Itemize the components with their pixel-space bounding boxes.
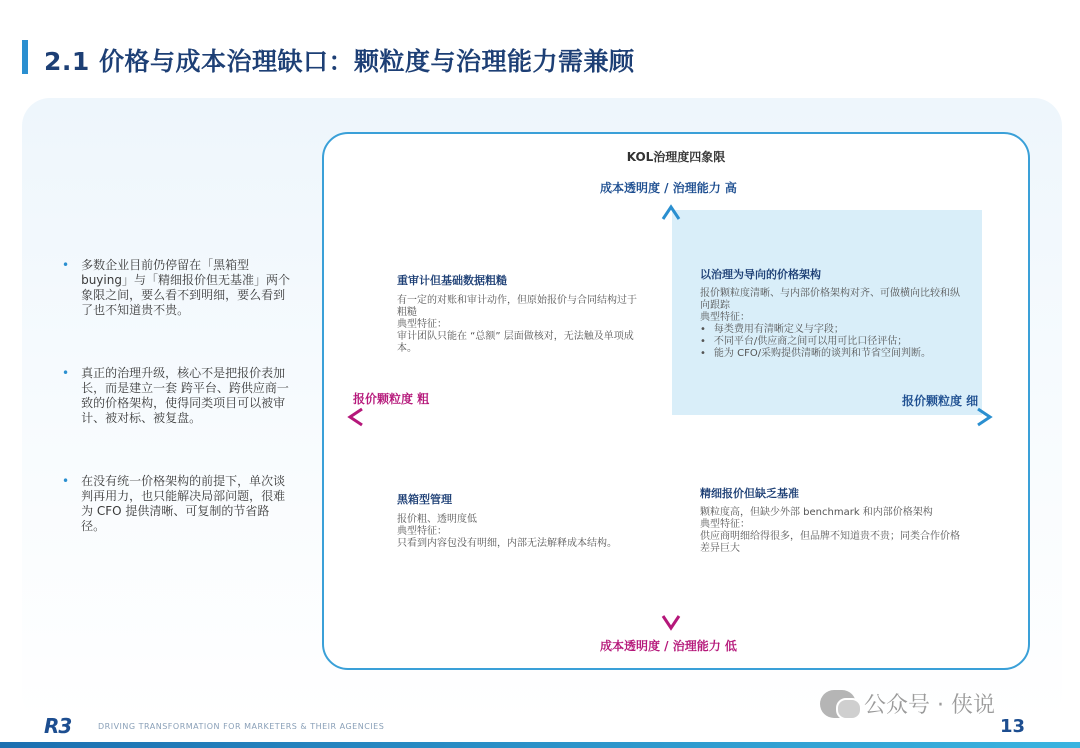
- watermark-text: 公众号 · 侠说: [864, 693, 995, 718]
- axis-label-top: 成本透明度 / 治理能力 高: [600, 181, 737, 195]
- axis-label-bottom: 成本透明度 / 治理能力 低: [600, 639, 737, 653]
- list-item: [700, 348, 960, 360]
- axis-label-right: 报价颗粒度 细: [902, 394, 979, 408]
- quadrant-text: 报价粗、透明度低: [397, 514, 477, 525]
- wechat-icon: [820, 690, 856, 718]
- quadrant-bottom-right-body: [700, 507, 960, 555]
- quadrant-text: 典型特征：: [700, 312, 750, 323]
- watermark: [820, 688, 995, 719]
- quadrant-text: 典型特征：: [397, 319, 447, 330]
- bullet-dot-icon: •: [62, 474, 70, 488]
- quadrant-text: 典型特征：: [700, 519, 750, 530]
- footer-tagline: DRIVING TRANSFORMATION FOR MARKETERS & THEIR AGENCIES: [98, 722, 385, 731]
- quadrant-text: 有一定的对账和审计动作，但原始报价与合同结构过于粗糙: [397, 295, 637, 318]
- list-item-text: 能为 CFO/采购提供清晰的谈判和节省空间判断。: [713, 348, 932, 359]
- quadrant-text: 只看到内容包没有明细，内部无法解释成本结构。: [397, 538, 617, 549]
- quadrant-top-left-body: [397, 295, 637, 355]
- quadrant-top-right-heading: 以治理为导向的价格架构: [700, 268, 821, 281]
- list-item: [700, 336, 960, 348]
- quadrant-text: 报价颗粒度清晰、与内部价格架构对齐、可做横向比较和纵向跟踪: [700, 288, 960, 311]
- axis-label-left: 报价颗粒度 粗: [353, 392, 430, 406]
- quadrant-title: KOL治理度四象限: [626, 150, 726, 164]
- bullet-text: 在没有统一价格架构的前提下，单次谈判再用力，也只能解决局部问题，很难为 CFO 提供清晰、可复制的节省路径。: [81, 474, 286, 533]
- quadrant-bottom-left-body: [397, 514, 627, 550]
- bullet-dot-icon: •: [700, 348, 706, 359]
- r3-logo: R3: [44, 714, 72, 738]
- page-number: 13: [1000, 716, 1026, 737]
- list-item-text: 不同平台/供应商之间可以用可比口径评估；: [713, 336, 908, 347]
- quadrant-text: 供应商明细给得很多，但品牌不知道贵不贵；同类合作价格差异巨大: [700, 531, 960, 554]
- page-title: 2.1 价格与成本治理缺口：颗粒度与治理能力需兼顾: [44, 47, 635, 76]
- bullet-dot-icon: •: [62, 258, 70, 272]
- bullet-dot-icon: •: [700, 336, 706, 347]
- quadrant-top-left-heading: 重审计但基础数据粗糙: [397, 274, 507, 287]
- quadrant-bottom-left-heading: 黑箱型管理: [397, 493, 452, 506]
- quadrant-text: 典型特征：: [397, 526, 447, 537]
- bullet-text: 真正的治理升级，核心不是把报价表加长，而是建立一套 跨平台、跨供应商一致的价格架构，使得同类项目可以被审计、被对标、被复盘。: [81, 366, 289, 425]
- bullet-text: 多数企业目前仍停留在「黑箱型buying」与「精细报价但无基准」两个象限之间，要么看不到明细，要么看到了也不知道贵不贵。: [81, 258, 290, 317]
- quadrant-top-right-body: [700, 288, 960, 360]
- bullet-dot-icon: •: [700, 324, 706, 335]
- footer-accent-line: [0, 742, 1080, 748]
- quadrant-bottom-right-heading: 精细报价但缺乏基准: [700, 487, 799, 500]
- list-item: [700, 324, 960, 336]
- quadrant-text: 审计团队只能在 “总额” 层面做核对，无法触及单项成本。: [397, 331, 634, 354]
- quadrant-text: 颗粒度高，但缺少外部 benchmark 和内部价格架构: [700, 507, 933, 518]
- bullet-dot-icon: •: [62, 366, 70, 380]
- list-item-text: 每类费用有清晰定义与字段；: [713, 324, 844, 335]
